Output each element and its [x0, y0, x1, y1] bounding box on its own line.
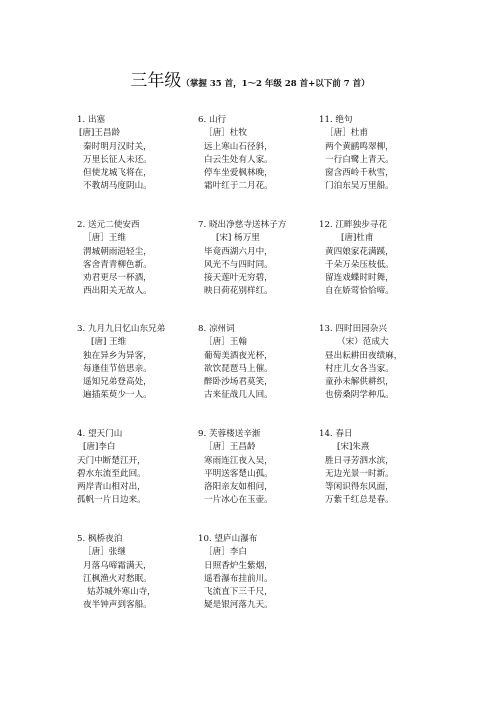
- poem-14: [319, 428, 449, 508]
- title-main: 三年级: [130, 71, 182, 91]
- poem-line: 等闲识得东风面，: [325, 482, 394, 493]
- poem-line: 接天莲叶无穷碧，: [204, 273, 273, 284]
- poem-line: 西出阳关无故人。: [83, 286, 152, 297]
- poem-line: 寒雨连江夜入吴，: [204, 455, 273, 466]
- poem-13: [319, 323, 449, 403]
- poem-line: 遍插茱萸少一人。: [83, 390, 152, 401]
- poem-heading: 9. 芙蓉楼送辛渐: [198, 429, 261, 439]
- poem-12: [319, 219, 449, 299]
- poem-author: ［唐］张继: [83, 547, 126, 558]
- poem-line: 千朵万朵压枝低。: [325, 259, 394, 270]
- poem-6: [198, 114, 328, 194]
- poem-line: 也傍桑阴学种瓜。: [325, 390, 394, 401]
- poem-1: [77, 114, 207, 194]
- poem-line: 飞流直下三千尺，: [204, 587, 273, 598]
- poem-line: 万里长征人未还。: [83, 154, 152, 165]
- poem-author: [宋] 杨万里: [216, 233, 260, 244]
- poem-author: （宋）范成大: [337, 337, 389, 348]
- poem-11: [319, 114, 449, 194]
- poem-line: 一片冰心在玉壶。: [204, 495, 273, 506]
- poem-author: [唐]王昌龄: [79, 128, 121, 139]
- poem-author: ［唐］杜甫: [325, 128, 368, 139]
- poem-author: ［唐］王昌龄: [204, 442, 256, 453]
- poem-heading: 4. 望天门山: [77, 429, 123, 439]
- poem-9: [198, 428, 328, 508]
- poem-heading: 10. 望庐山瀑布: [198, 534, 258, 544]
- poem-line: 无边光景一时新。: [325, 468, 394, 479]
- title-note: （掌握 35 首，1～2 年级 28 首+以下前 7 首）: [181, 79, 370, 89]
- poem-line: 碧水东流至此回。: [77, 468, 146, 479]
- page-title: [0, 66, 500, 91]
- poem-line: 自在娇莺恰恰啼。: [325, 286, 394, 297]
- poem-line: 胜日寻芳泗水滨，: [325, 455, 394, 466]
- poem-8: [198, 323, 328, 403]
- poem-heading: 2. 送元二使安西: [77, 220, 140, 230]
- poem-line: 欲饮琵琶马上催。: [204, 363, 273, 374]
- poem-heading: 13. 四时田园杂兴: [319, 324, 387, 334]
- poem-line: 客舍青青柳色新。: [83, 259, 152, 270]
- poem-line: 月落乌啼霜满天，: [83, 560, 152, 571]
- poem-line: 留连戏蝶时时舞，: [325, 273, 394, 284]
- poem-2: [77, 219, 207, 299]
- poem-line: 洛阳亲友如相问，: [204, 482, 273, 493]
- poem-line: 一行白鹭上青天。: [325, 154, 394, 165]
- poem-line: 白云生处有人家。: [204, 154, 273, 165]
- poem-line: 独在异乡为异客，: [83, 350, 152, 361]
- poem-heading: 12. 江畔独步寻花: [319, 220, 387, 230]
- poem-author: [唐] 王维: [91, 337, 127, 348]
- poem-heading: 11. 绝句: [319, 115, 353, 125]
- poem-line: 江枫渔火对愁眠。: [83, 573, 152, 584]
- poem-author: [宋]朱熹: [337, 442, 370, 453]
- poem-7: [198, 219, 328, 299]
- poem-heading: 7. 晓出净慈寺送林子方: [198, 220, 287, 230]
- poem-author: ［唐］王维: [83, 233, 126, 244]
- poem-heading: 5. 枫桥夜泊: [77, 534, 123, 544]
- poem-4: [77, 428, 207, 508]
- poem-line: 停车坐爱枫林晚，: [204, 168, 273, 179]
- poem-line: 不教胡马度阴山。: [83, 181, 152, 192]
- poem-line: 渭城朝雨浥轻尘，: [83, 246, 152, 257]
- poem-line: 疑是银河落九天。: [204, 600, 273, 611]
- poem-line: 夜半钟声到客船。: [83, 600, 152, 611]
- poem-line: 风光不与四时同。: [204, 259, 273, 270]
- poem-author: ［唐］杜牧: [204, 128, 247, 139]
- poem-line: 劝君更尽一杯酒，: [83, 273, 152, 284]
- poem-line: 古来征战几人回。: [204, 390, 273, 401]
- poem-line: 村庄儿女各当家。: [325, 363, 394, 374]
- poem-heading: 14. 春日: [319, 429, 353, 439]
- poem-heading: 8. 凉州词: [198, 324, 235, 334]
- poem-line: 秦时明月汉时关，: [83, 141, 152, 152]
- poem-author: ［唐］李白: [204, 547, 247, 558]
- poem-line: 童孙未解供耕织，: [325, 377, 394, 388]
- poem-line: 毕竟西湖六月中，: [204, 246, 273, 257]
- poem-line: 昼出耘耕田夜绩麻，: [325, 350, 403, 361]
- poem-author: [唐]杜甫: [341, 233, 374, 244]
- poem-line: 两岸青山相对出，: [77, 482, 146, 493]
- poem-heading: 1. 出塞: [77, 115, 106, 125]
- poem-line: 门泊东吴万里船。: [325, 181, 394, 192]
- poem-line: 映日荷花别样红。: [204, 286, 273, 297]
- poem-line: 葡萄美酒夜光杯，: [204, 350, 273, 361]
- poem-line: 霜叶红于二月花。: [204, 181, 273, 192]
- poem-line: 遥知兄弟登高处，: [83, 377, 152, 388]
- poem-line: 两个黄鹂鸣翠柳，: [325, 141, 394, 152]
- poem-line: 醉卧沙场君莫笑，: [204, 377, 273, 388]
- poem-line: 天门中断楚江开，: [77, 455, 146, 466]
- poem-author: [唐]李白: [83, 442, 116, 453]
- poem-5: [77, 533, 207, 613]
- poem-3: [77, 323, 207, 403]
- poem-heading: 3. 九月九日忆山东兄弟: [77, 324, 166, 334]
- poem-line: 窗含西岭千秋雪，: [325, 168, 394, 179]
- poem-line: 遥看瀑布挂前川。: [204, 573, 273, 584]
- poem-line: 孤帆一片日边来。: [77, 495, 146, 506]
- poem-line: 万紫千红总是春。: [325, 495, 394, 506]
- poem-line: 远上寒山石径斜，: [204, 141, 273, 152]
- poem-line: 姑苏城外寒山寺，: [87, 587, 156, 598]
- poem-line: 每逢佳节倍思亲。: [83, 363, 152, 374]
- poem-line: 平明送客楚山孤。: [204, 468, 273, 479]
- poem-line: 但使龙城飞将在，: [83, 168, 152, 179]
- poem-line: 日照香炉生紫烟，: [204, 560, 273, 571]
- poem-author: ［唐］王翰: [204, 337, 247, 348]
- poem-line: 黄四娘家花满蹊，: [325, 246, 394, 257]
- poem-10: [198, 533, 328, 613]
- poem-heading: 6. 山行: [198, 115, 227, 125]
